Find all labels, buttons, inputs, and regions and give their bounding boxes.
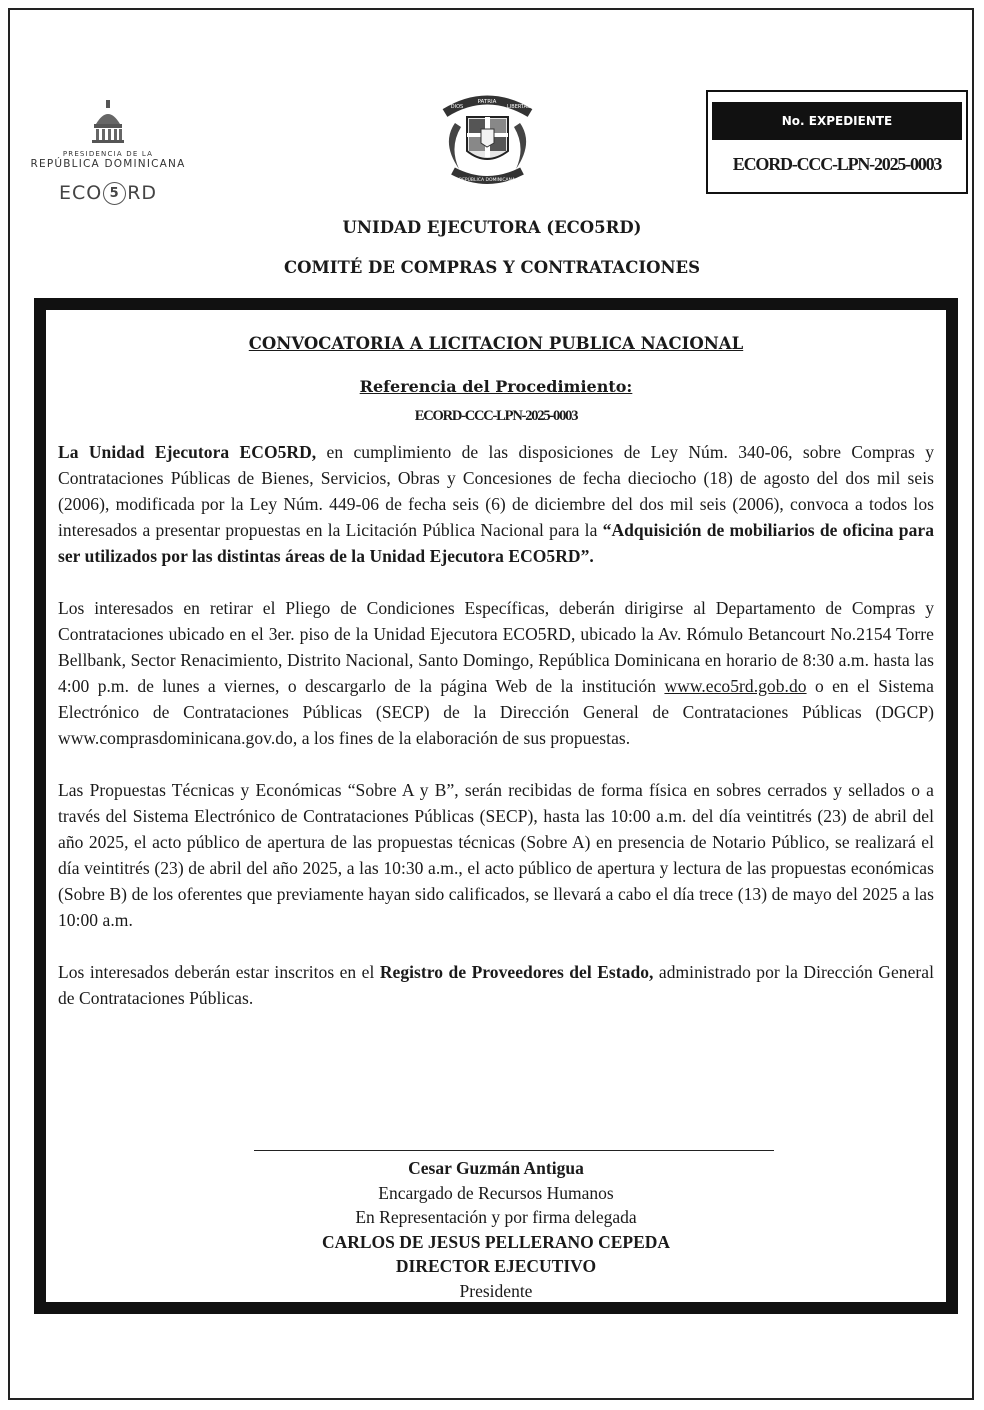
eco5-circle-icon: 5 [103,182,126,205]
delegation-text: En Representación y por firma delegada [355,1207,637,1227]
paragraph-pliego: Los interesados en retirar el Pliego de Condiciones Específicas, deberán dirigirse al Departamento de Compras y Contrataciones ubicado en el 3er. piso de la Unidad Ejecutora ECO5RD, ubicado la Av. Rómulo Betancourt No.2154 Torre Bellbank, Sector Renacimiento, Distrito Nacional, Santo Domingo, República Dominicana en horario de 8:30 a.m. hasta las 4:00 p.m. de lunes a viernes, o descargarlo de la página Web de la institución www.eco5rd.gob.do o en el Sistema Electrónico de Contrataciones Públicas (SECP) de la Dirección General de Contrataciones Públicas (DGCP) www.comprasdominicana.gov.do, a los fines de la elaboración de sus propuestas. [58,598,934,748]
notice-panel [34,298,958,1314]
reference-code: ECORD-CCC-LPN-2025-0003 [414,408,578,424]
coat-of-arms-icon [425,85,550,195]
republica-text: REPÚBLICA DOMINICANA [30,158,186,170]
svg-text:DIOS: DIOS [450,104,464,110]
paragraph-proposals: Las Propuestas Técnicas y Económicas “Sobre A y B”, serán recibidas de forma física en sobres cerrados y sellados o a través del Sistema Electrónico de Contrataciones Públicas (SECP), hasta las 10:00 a.m. del día veintitrés (23) de abril del año 2025, el acto público de apertura de las propuestas técnicas (Sobre A) en presencia de Notario Público, se realizará el día veintitrés (23) de abril del año 2025, a las 10:30 a.m., el acto público de apertura y lectura de las propuestas económicas (Sobre B) de los oferentes que previamente hayan sido calificados, se llevará a cabo el día trece (13) de mayo del 2025 a las 10:00 a.m. [58,780,934,930]
unit-heading: UNIDAD EJECUTORA (ECO5RD) [342,218,642,237]
eco5rd-website-link[interactable]: www.eco5rd.gob.do [664,676,807,696]
paragraph-registry: Los interesados deberán estar inscritos en el Registro de Proveedores del Estado, administrado por la Dirección General de Contrataciones Públicas. [58,962,934,1008]
presidencia-text: PRESIDENCIA DE LA [62,150,154,158]
signature-line [254,1150,774,1151]
reference-label: Referencia del Procedimiento: [359,377,633,396]
expediente-box [706,90,968,194]
committee-heading: COMITÉ DE COMPRAS Y CONTRATACIONES [283,258,701,277]
notice-title: CONVOCATORIA A LICITACION PUBLICA NACIONAL [248,334,744,353]
director-title: DIRECTOR EJECUTIVO [395,1256,597,1276]
presidencia-logo [28,100,188,205]
procurement-object: “Adquisición de mobiliarios de oficina para ser utilizados por las distintas áreas de la Unidad Ejecutora ECO5RD”. [58,520,934,566]
signer-role: Encargado de Recursos Humanos [378,1182,614,1203]
svg-text:PATRIA: PATRIA [477,99,497,105]
eco5rd-logo: ECO 5 RD [58,182,158,204]
expediente-label: No. EXPEDIENTE [712,102,962,140]
svg-text:LIBERTAD: LIBERTAD [507,104,531,110]
signature-block [58,1156,934,1303]
signer-name: Cesar Guzmán Antigua [408,1158,584,1178]
paragraph-convocation: La Unidad Ejecutora ECO5RD, en cumplimiento de las disposiciones de Ley Núm. 340-06, sobre Compras y Contrataciones Públicas de Bienes, Servicios, Obras y Concesiones de fecha dieciocho (18) de agosto del dos mil seis (2006), modificada por la Ley Núm. 449-06 de fecha seis (6) de diciembre del dos mil seis (2006), convoca a todos los interesados a presentar propuestas en la Licitación Pública Nacional para la “Adquisición de mobiliarios de oficina para ser utilizados por las distintas áreas de la Unidad Ejecutora ECO5RD”. [58,442,934,566]
expediente-number: ECORD-CCC-LPN-2025-0003 [732,154,942,174]
palace-dome-icon [88,100,128,144]
closing-title: Presidente [459,1280,533,1301]
svg-text:REPÚBLICA DOMINICANA: REPÚBLICA DOMINICANA [458,178,516,183]
director-name: CARLOS DE JESUS PELLERANO CEPEDA [321,1231,671,1252]
